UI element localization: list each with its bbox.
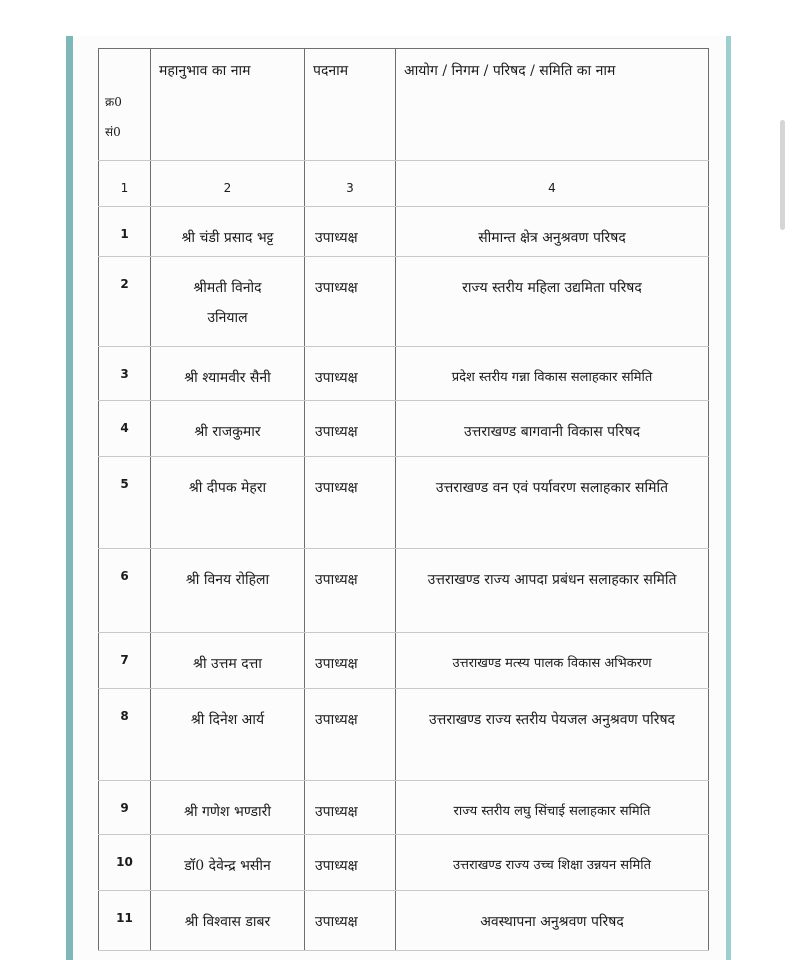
row-body: प्रदेश स्तरीय गन्ना विकास सलाहकार समिति: [396, 347, 709, 401]
table-row: [99, 633, 709, 689]
row-designation: उपाध्यक्ष: [305, 633, 396, 689]
row-body: अवस्थापना अनुश्रवण परिषद: [396, 891, 709, 951]
row-name: श्री दीपक मेहरा: [151, 457, 305, 549]
header-serial-line2: सं0: [105, 125, 121, 139]
document-sheet: [74, 36, 724, 960]
row-designation: उपाध्यक्ष: [305, 401, 396, 457]
table-row: [99, 401, 709, 457]
row-designation: उपाध्यक्ष: [305, 781, 396, 835]
row-designation: उपाध्यक्ष: [305, 347, 396, 401]
row-name: श्री विश्वास डाबर: [151, 891, 305, 951]
row-designation: उपाध्यक्ष: [305, 257, 396, 347]
table-row: [99, 257, 709, 347]
table-row: [99, 207, 709, 257]
row-serial: 4: [99, 401, 151, 457]
row-designation: उपाध्यक्ष: [305, 835, 396, 891]
row-name: श्री चंडी प्रसाद भट्ट: [151, 207, 305, 257]
column-number-row: [99, 161, 709, 207]
table-row: [99, 835, 709, 891]
header-designation: पदनाम: [305, 49, 396, 161]
table-header-row: [99, 49, 709, 161]
row-name: श्री गणेश भण्डारी: [151, 781, 305, 835]
table-row: [99, 347, 709, 401]
row-body: उत्तराखण्ड राज्य स्तरीय पेयजल अनुश्रवण परिषद: [396, 689, 709, 781]
row-body: उत्तराखण्ड बागवानी विकास परिषद: [396, 401, 709, 457]
row-serial: 11: [99, 891, 151, 951]
header-serial-line1: क्र0: [105, 95, 122, 109]
row-serial: 8: [99, 689, 151, 781]
row-name: श्री उत्तम दत्ता: [151, 633, 305, 689]
row-serial: 7: [99, 633, 151, 689]
row-serial: 9: [99, 781, 151, 835]
row-name: श्री विनय रोहिला: [151, 549, 305, 633]
row-serial: 3: [99, 347, 151, 401]
row-body: राज्य स्तरीय महिला उद्यमिता परिषद: [396, 257, 709, 347]
row-body: उत्तराखण्ड वन एवं पर्यावरण सलाहकार समिति: [396, 457, 709, 549]
appointments-table: [98, 48, 709, 951]
table-row: [99, 689, 709, 781]
table-row: [99, 891, 709, 951]
row-serial: 1: [99, 207, 151, 257]
table-row: [99, 549, 709, 633]
column-number: 2: [151, 161, 305, 207]
row-serial: 6: [99, 549, 151, 633]
row-name: श्री श्यामवीर सैनी: [151, 347, 305, 401]
row-name: श्रीमती विनोद उनियाल: [151, 257, 305, 347]
row-serial: 2: [99, 257, 151, 347]
row-designation: उपाध्यक्ष: [305, 549, 396, 633]
row-designation: उपाध्यक्ष: [305, 689, 396, 781]
table-row: [99, 781, 709, 835]
row-serial: 5: [99, 457, 151, 549]
header-name: महानुभाव का नाम: [151, 49, 305, 161]
table-row: [99, 457, 709, 549]
column-number: 3: [305, 161, 396, 207]
row-name: डॉ0 देवेन्द्र भसीन: [151, 835, 305, 891]
photo-border-right: [726, 36, 731, 960]
column-number: 1: [99, 161, 151, 207]
header-serial: [99, 49, 151, 161]
row-designation: उपाध्यक्ष: [305, 891, 396, 951]
photo-border-left: [66, 36, 73, 960]
row-designation: उपाध्यक्ष: [305, 457, 396, 549]
column-number: 4: [396, 161, 709, 207]
row-body: उत्तराखण्ड मत्स्य पालक विकास अभिकरण: [396, 633, 709, 689]
scrollbar-thumb[interactable]: [780, 120, 785, 230]
row-body: उत्तराखण्ड राज्य आपदा प्रबंधन सलाहकार समिति: [396, 549, 709, 633]
row-serial: 10: [99, 835, 151, 891]
row-body: राज्य स्तरीय लघु सिंचाई सलाहकार समिति: [396, 781, 709, 835]
row-designation: उपाध्यक्ष: [305, 207, 396, 257]
row-body: उत्तराखण्ड राज्य उच्च शिक्षा उन्नयन समिति: [396, 835, 709, 891]
row-body: सीमान्त क्षेत्र अनुश्रवण परिषद: [396, 207, 709, 257]
row-name: श्री राजकुमार: [151, 401, 305, 457]
row-name: श्री दिनेश आर्य: [151, 689, 305, 781]
header-body: आयोग / निगम / परिषद / समिति का नाम: [396, 49, 709, 161]
